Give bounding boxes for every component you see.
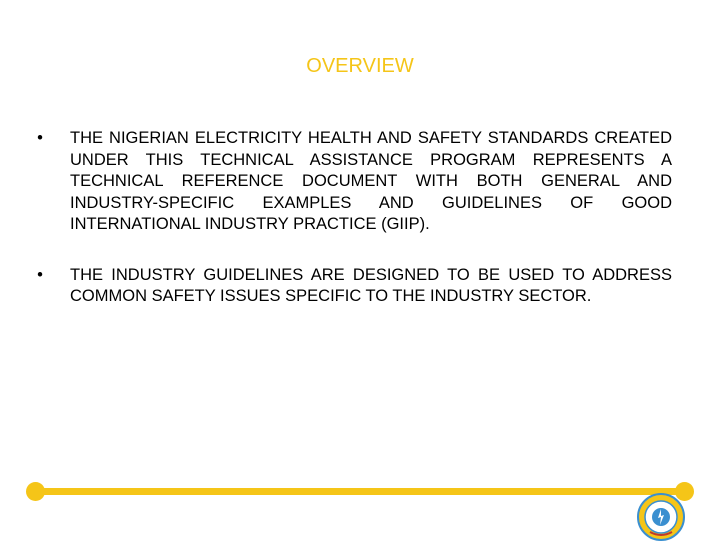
bullet-item [30,265,672,308]
bullet-text: THE NIGERIAN ELECTRICITY HEALTH AND SAFETY STANDARDS CREATED UNDER THIS TECHNICAL ASSISTANCE PROGRAM REPRESENTS A TECHNICAL REFERENCE DOCUMENT WITH BOTH GENERAL AND INDUSTRY-SPECIFIC EXAMPLES AND GUIDELINES OF GOOD INTERNATIONAL INDUSTRY PRACTICE (GIIP). [70,129,672,233]
nerc-seal-icon [636,492,686,542]
bullet-marker: • [37,129,43,147]
bullet-list [30,128,672,337]
slide-title: OVERVIEW [306,55,414,77]
bullet-item [30,128,672,236]
divider-end-dot-left [26,482,45,501]
footer-divider-line [36,488,684,495]
bullet-marker: • [37,265,43,284]
bullet-text: THE INDUSTRY GUIDELINES ARE DESIGNED TO BE USED TO ADDRESS COMMON SAFETY ISSUES SPECIFIC TO THE INDUSTRY SECTOR. [70,265,672,305]
